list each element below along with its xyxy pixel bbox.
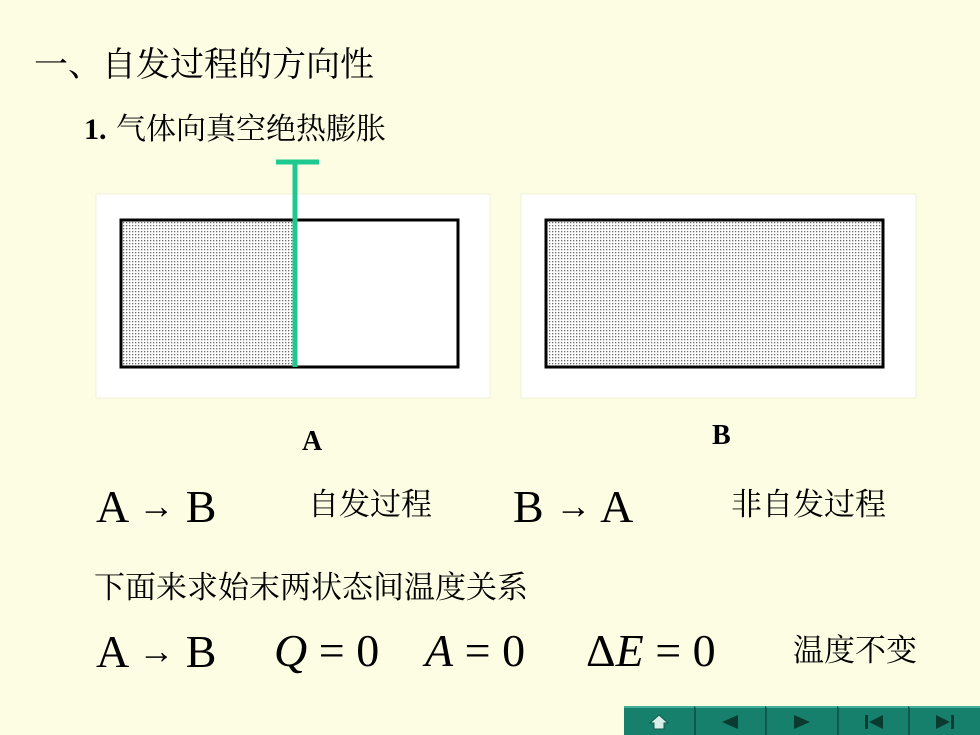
state-b: B xyxy=(513,481,544,532)
section-heading: 一、自发过程的方向性 xyxy=(34,45,374,85)
delta-symbol: Δ xyxy=(586,625,616,676)
last-button[interactable] xyxy=(908,706,980,735)
process-a-to-b xyxy=(96,478,216,535)
state-a: A xyxy=(96,481,127,532)
energy-symbol: E xyxy=(615,625,644,676)
equals-sign: = xyxy=(318,625,345,676)
temperature-relation-text: 下面来求始末两状态间温度关系 xyxy=(94,570,528,606)
label-b: B xyxy=(712,420,731,451)
heat-symbol: Q xyxy=(274,625,308,676)
container-a-gas-side xyxy=(121,220,295,367)
container-a-vacuum-side xyxy=(295,220,458,367)
arrow: → xyxy=(138,631,175,671)
zero-value: 0 xyxy=(692,625,716,676)
subsection-title: 气体向真空绝热膨胀 xyxy=(116,112,387,147)
state-a: A xyxy=(600,481,634,532)
previous-button[interactable] xyxy=(694,706,766,735)
arrow: → xyxy=(555,486,592,526)
previous-icon xyxy=(719,713,741,731)
slide-navigation-bar xyxy=(624,706,980,735)
equals-sign: = xyxy=(464,625,491,676)
first-icon xyxy=(863,713,885,731)
work-equation xyxy=(425,623,525,679)
container-b-gas xyxy=(546,220,883,367)
state-a: A xyxy=(96,626,127,677)
non-spontaneous-label: 非自发过程 xyxy=(731,487,886,523)
zero-value: 0 xyxy=(502,625,526,676)
state-b: B xyxy=(185,626,217,677)
next-icon xyxy=(791,713,813,731)
first-button[interactable] xyxy=(837,706,909,735)
process-b-to-a xyxy=(513,478,633,535)
heat-equation xyxy=(274,623,379,679)
next-button[interactable] xyxy=(765,706,837,735)
home-button[interactable] xyxy=(624,706,694,735)
work-symbol: A xyxy=(425,625,454,676)
energy-equation xyxy=(586,623,716,679)
equals-sign: = xyxy=(655,625,682,676)
label-a: A xyxy=(302,426,323,457)
arrow: → xyxy=(138,486,175,526)
spontaneous-label: 自发过程 xyxy=(308,487,432,523)
state-b: B xyxy=(185,481,217,532)
home-icon xyxy=(649,713,669,731)
process-equation xyxy=(96,623,216,680)
subsection-number: 1. xyxy=(84,113,107,146)
temperature-unchanged-label: 温度不变 xyxy=(793,633,917,669)
last-icon xyxy=(934,713,956,731)
zero-value: 0 xyxy=(356,625,380,676)
